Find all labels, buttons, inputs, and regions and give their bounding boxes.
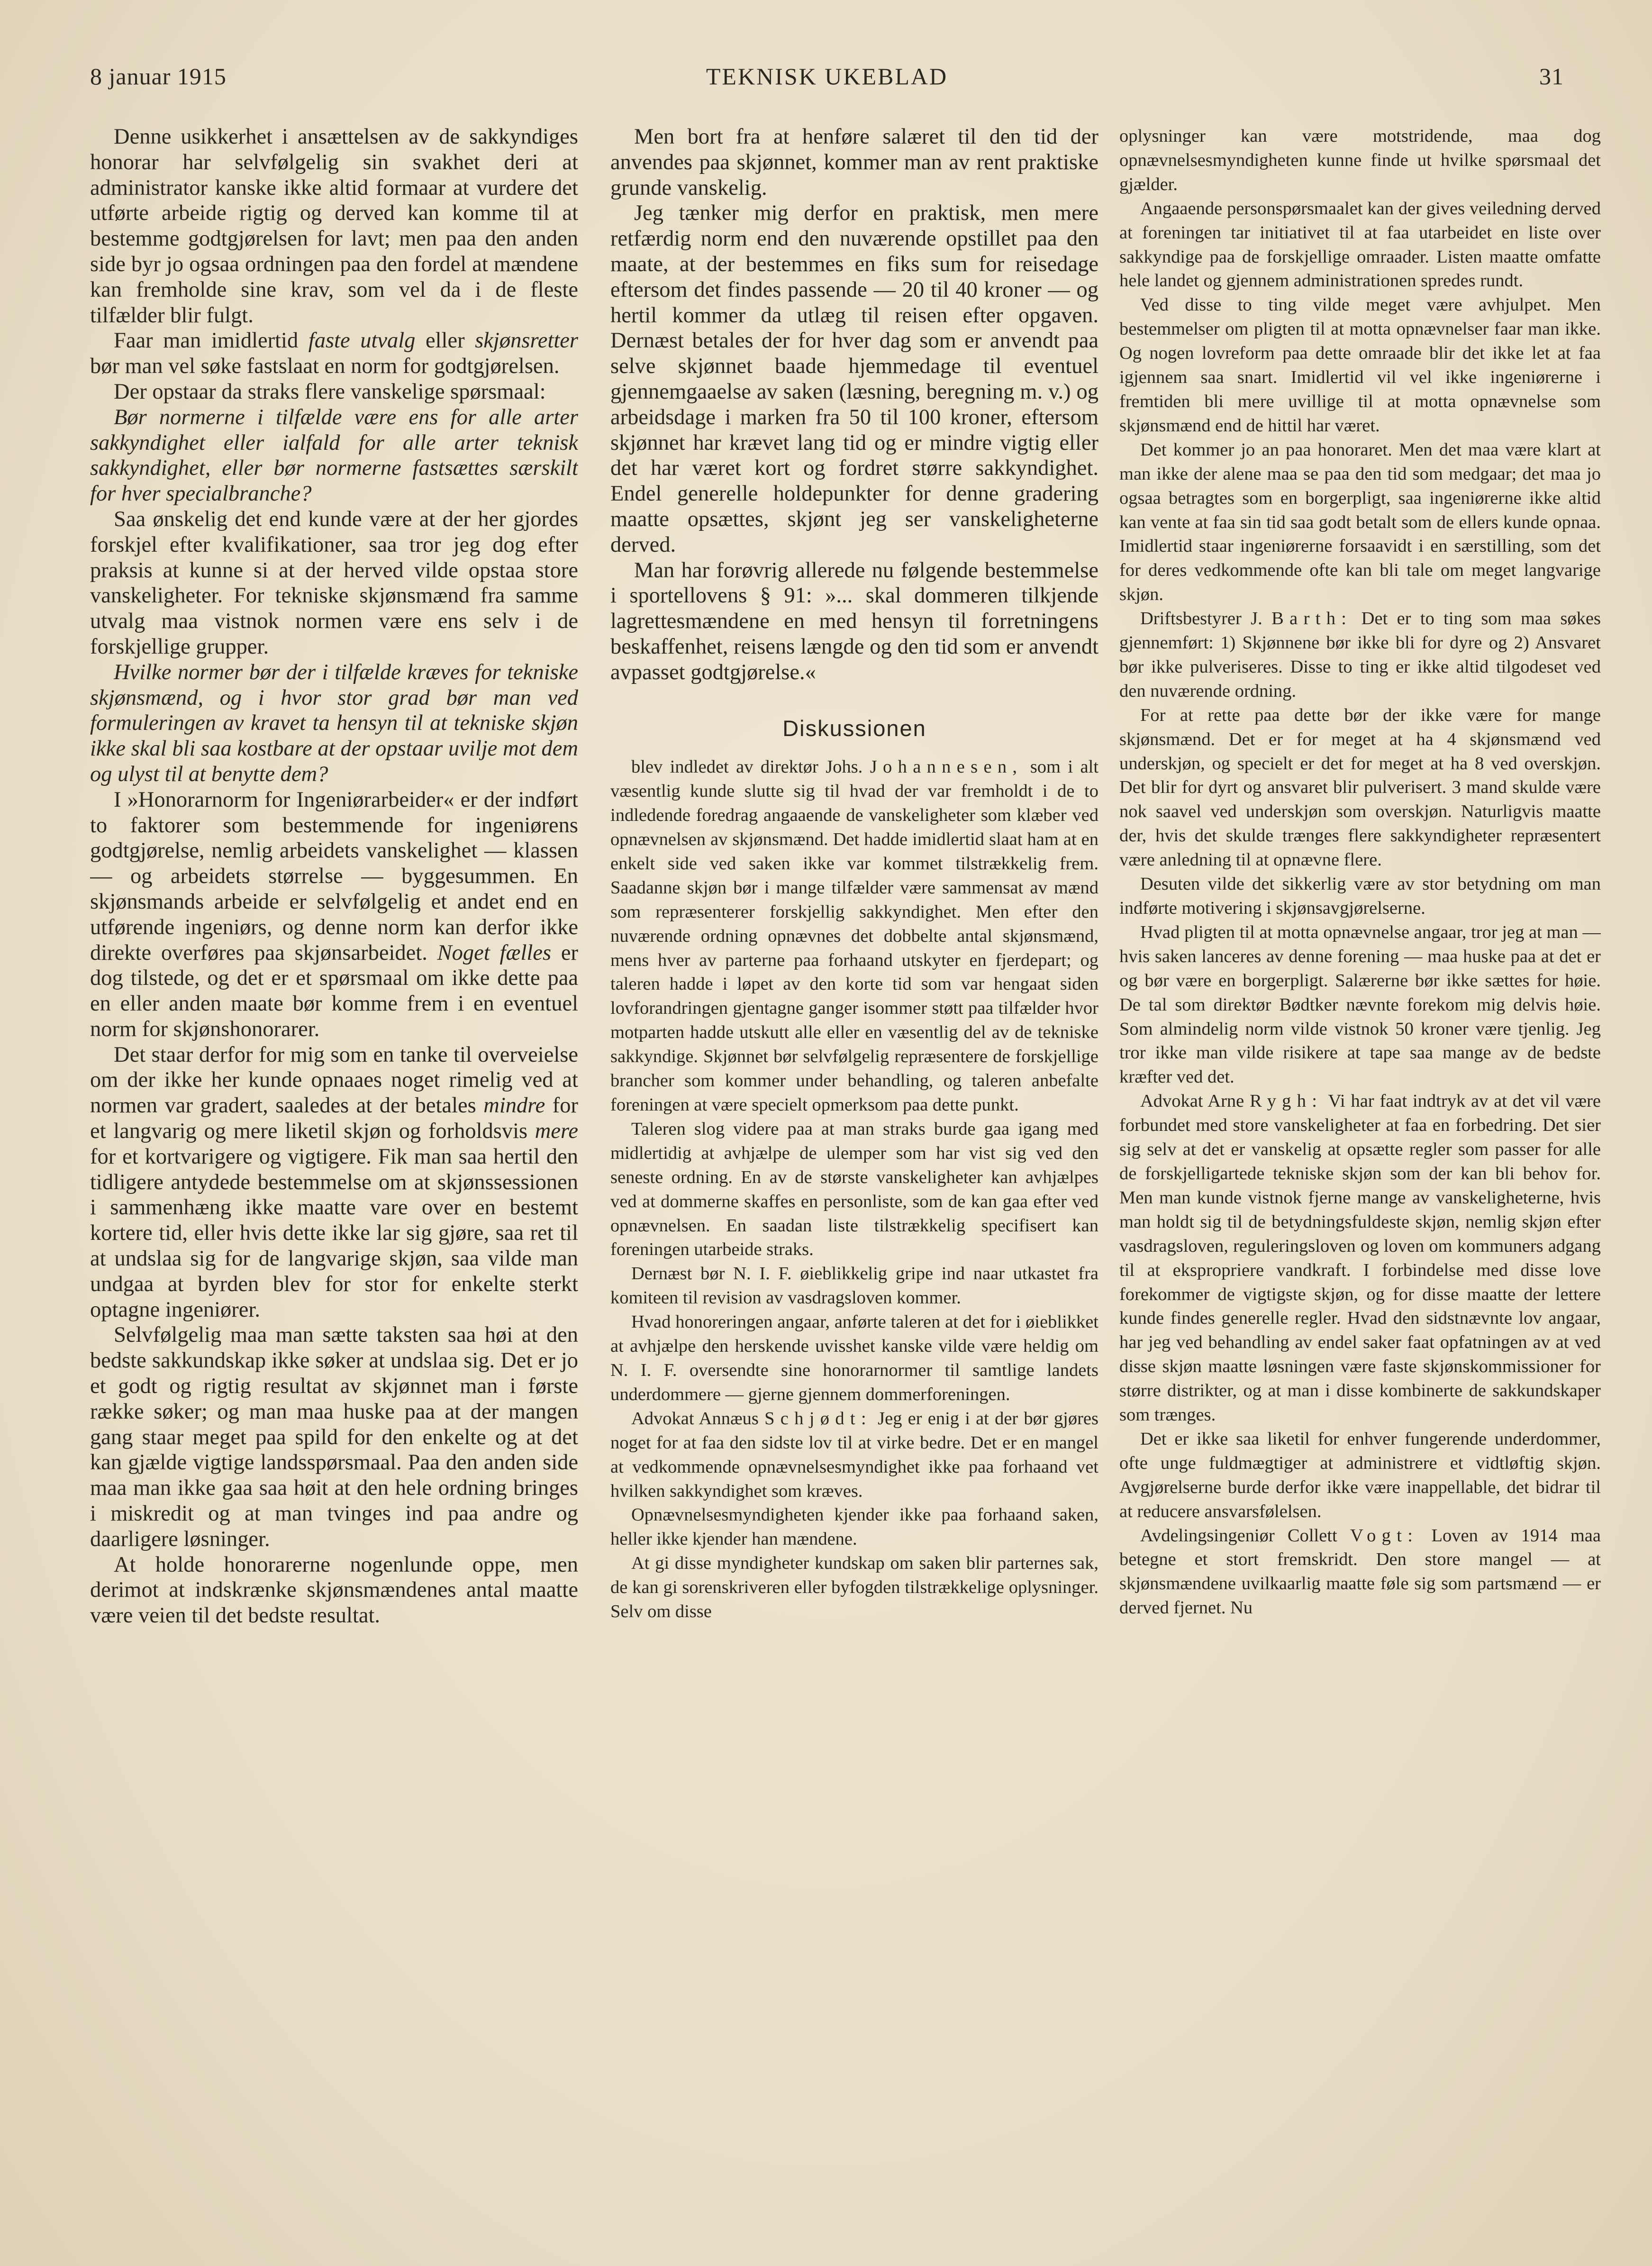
page-header: [90, 63, 1564, 96]
header-date: 8 januar 1915: [90, 63, 227, 90]
italic-question: Bør normerne i tilfælde være ens for alle arter sakkyndighet eller ialfald for alle arter teknisk sakkyndighet, eller bør normerne fastsættes særskilt for hver specialbranche?: [90, 405, 578, 506]
paragraph: Advokat Arne Rygh: Vi har faat indtryk av at det vil være forbundet med store vanskeligheter at faa en forbedring. Det sier sig selv at det er vanskelig at opsætte regler som passer for alle de forskjelligartede tekniske skjøn som der kan bli behov for. Men man kunde vistnok fjerne mange av vanskeligheterne, hvis man holdt sig til de betydningsfuldeste skjøn, nemlig skjøn efter vasdragsloven, reguleringsloven og loven om kommuners adgang til at ekspropriere vandkraft. I forbindelse med disse love forekommer de vigtigste skjøn, og for disse maatte der lettere kunde findes generelle regler. Hvad den sidstnævnte lov angaar, har jeg ved behandling av endel saker faat opfatningen av at ved disse skjøn maatte løsningen være faste skjønskommissioner for større distrikter, og at man i disse kombinerte de sakkundskaper som trænges.: [1119, 1091, 1601, 1425]
paragraph: At gi disse myndigheter kundskap om saken blir parternes sak, de kan gi sorenskriveren eller byfogden tilstrækkelige oplysninger. Selv om disse: [610, 1553, 1098, 1622]
paragraph: Dernæst bør N. I. F. øieblikkelig gripe ind naar utkastet fra komiteen til revision av vasdragsloven kommer.: [610, 1264, 1098, 1308]
paragraph: At holde honorarerne nogenlunde oppe, men derimot at indskrænke skjønsmændenes antal maatte være veien til det bedste resultat.: [90, 1552, 578, 1628]
paragraph: Men bort fra at henføre salæret til den tid der anvendes paa skjønnet, kommer man av rent praktiske grunde vanskelig.: [610, 125, 1098, 200]
paragraph: Hvad pligten til at motta opnævnelse angaar, tror jeg at man — hvis saken lanceres av denne forening — maa huske paa at det er og bør være en borgerpligt. Salærerne bør ikke sættes for høie. De tal som direktør Bødtker nævnte forekom mig delvis høie. Som almindelig norm vilde vistnok 50 kroner være tjenlig. Jeg tror ikke man vilde risikere at tape saa mange av de bedste kræfter ved det.: [1119, 922, 1601, 1087]
paragraph: Advokat Annæus Schjødt: Jeg er enig i at der bør gjøres noget for at faa den sidste lov til at virke bedre. Det er en mangel at vedkommende opnævnelsesmyndighet ikke paa forhaand vet hvilken sakkyndighet som kræves.: [610, 1408, 1098, 1501]
paragraph: Saa ønskelig det end kunde være at der her gjordes forskjel efter kvalifikationer, saa tror jeg dog efter praksis at kunne si at der herved vilde opstaa store vanskeligheter. For tekniske skjønsmænd fra samme utvalg maa vistnok normen være ens selv i de forskjellige grupper.: [90, 507, 578, 659]
italic-question: Hvilke normer bør der i tilfælde kræves for tekniske skjønsmænd, og i hvor stor grad bør man ved formuleringen av kravet ta hensyn til at tekniske skjøn ikke skal bli saa kostbare at der opstaar uvilje mot dem og ulyst til at benytte dem?: [90, 660, 578, 786]
text-column-1: [90, 124, 578, 2162]
paragraph: Der opstaar da straks flere vanskelige spørsmaal:: [114, 379, 546, 404]
paragraph: Det staar derfor for mig som en tanke til overveielse om der ikke her kunde opnaaes noget rimelig ved at normen var gradert, saaledes at der betales mindre for et langvarig og mere liketil skjøn og forholdsvis mere for et kortvarigere og vigtigere. Fik man saa hertil den tidligere antydede bestemmelse om at skjønssessionen i sammenhæng ikke maatte vare over en bestemt kortere tid, eller hvis dette ikke lar sig gjøre, saa ret til at undslaa sig for de langvarige skjøn, saa vilde man undgaa at byrden blev for stor for enkelte sterkt optagne ingeniører.: [90, 1042, 578, 1322]
paragraph: Desuten vilde det sikkerlig være av stor betydning om man indførte motivering i skjønsavgjørelserne.: [1119, 874, 1601, 918]
paragraph: Det er ikke saa liketil for enhver fungerende underdommer, ofte unge fuldmægtiger at administrere et vidtløftig skjøn. Avgjørelserne burde derfor ikke være inappellable, det bidrar til at reducere ansvarsfølelsen.: [1119, 1429, 1601, 1521]
paragraph: blev indledet av direktør Johs. Johannesen, som i alt væsentlig kunde slutte sig til hvad der var fremholdt i de to indledende foredrag angaaende de vanskeligheter som klæber ved opnævnelsen av skjønsmænd. Det hadde imidlertid slaat ham at en enkelt side ved saken ikke var kommet tilstrækkelig frem. Saadanne skjøn bør i mange tilfælder være sammensat av mænd som repræsenterer forskjellig sakkyndighet. Men efter den nuværende ordning opnævnes det dobbelte antal skjønsmænd, mens hver av parterne paa forhaand utskyter en fjerdepart; og taleren hadde i løpet av den korte tid som var hengaat siden lovforandringen gjentagne ganger isommer støtt paa tilfælder hvor motparten hadde utskutt alle eller en væsentlig del av de tekniske sakkyndige. Skjønnet bør selvfølgelig repræsentere de forskjellige brancher som kommer under behandling, og taleren anbefalte foreningen at være specielt opmerksom paa dette punkt.: [610, 757, 1098, 1115]
paragraph: Man har forøvrig allerede nu følgende bestemmelse i sportellovens § 91: »... skal dommeren tilkjende lagrettesmændene en med hensyn til forretningens beskaffenhet, reisens længde og den tid som er anvendt avpasset godtgjørelse.«: [610, 558, 1098, 684]
paragraph: Det kommer jo an paa honoraret. Men det maa være klart at man ikke der alene maa se paa den tid som medgaar; det maa jo ogsaa betragtes som en borgerpligt, saa ingeniørerne ikke altid kan vente at faa sin tid saa godt betalt som de ellers kunde opnaa. Imidlertid staar ingeniørerne forsaavidt i en særstilling, som det for deres vedkommende ofte kan bli tale om meget langvarige skjøn.: [1119, 439, 1601, 605]
paragraph: Faar man imidlertid faste utvalg eller skjønsretter bør man vel søke fastslaat en norm for godtgjørelsen.: [90, 328, 578, 379]
paragraph: Ved disse to ting vilde meget være avhjulpet. Men bestemmelser om pligten til at motta opnævnelser faar man ikke. Og nogen lovreform paa dette omraade blir det ikke let at faa igjennem saa snart. Imidlertid vil vel ikke ingeniørerne i fremtiden bli mere uvillige til at motta opnævnelse som skjønsmænd end de hittil har været.: [1119, 295, 1601, 436]
header-journal-title: TEKNISK UKEBLAD: [706, 63, 948, 90]
paragraph: Selvfølgelig maa man sætte taksten saa høi at den bedste sakkundskap ikke søker at undslaa sig. Det er jo et godt og rigtig resultat av skjønnet man i første række søker; og man maa huske paa at der mangen gang staar meget paa spild for den enkelte og at det kan gjælde vigtige landsspørsmaal. Paa den anden side maa man ikke gaa saa høit at den hele ordning bringes i miskredit og at man tvinges ind paa andre og daarligere løsninger.: [90, 1323, 578, 1551]
paragraph: Jeg tænker mig derfor en praktisk, men mere retfærdig norm end den nuværende opstillet paa den maate, at der bestemmes en fiks sum for reisedage eftersom det findes passende — 20 til 40 kroner — og hertil kommer da utlæg til reisen efter opgaven. Dernæst betales der for hver dag som er anvendt paa selve skjønnet baade hjemmedage til eventuel gjennemgaaelse av saken (læsning, beregning m. v.) og arbeidsdage i marken fra 50 til 100 kroner, eftersom skjønnet har krævet lang tid og er mindre vigtig eller det har været kort og fordret større sakkyndighet. Endel generelle holdepunkter for denne gradering maatte opsættes, skjønt jeg ser vanskeligheterne derved.: [610, 201, 1098, 557]
paragraph: Taleren slog videre paa at man straks burde gaa igang med midlertidig at avhjælpe de ulemper som har vist sig ved den seneste ordning. En av de største vanskeligheter kan avhjælpes ved at dommerne skaffes en personliste, som de kan gaa efter ved opnævnelsen. En saadan liste tilstrækkelig specifisert kan foreningen utarbeide straks.: [610, 1119, 1098, 1260]
paragraph: Opnævnelsesmyndigheten kjender ikke paa forhaand saken, heller ikke kjender han mændene.: [610, 1505, 1098, 1549]
paragraph: Denne usikkerhet i ansættelsen av de sakkyndiges honorar har selvfølgelig sin svakhet deri at administrator kanske ikke altid formaar at vurdere det utførte arbeide rigtig og derved kan komme til at bestemme godtgjørelsen for lavt; men paa den anden side byr jo ogsaa ordningen paa den fordel at mændene kan fremholde sine krav, som vel da i de fleste tilfælder blir fulgt.: [90, 125, 578, 328]
text-column-3: [1119, 124, 1601, 2162]
paragraph: Avdelingsingeniør Collett Vogt: Loven av 1914 maa betegne et stort fremskridt. Den store mangel — at skjønsmændene uvilkaarlig maatte føle sig som partsmænd — er derved fjernet. Nu: [1119, 1525, 1601, 1618]
paragraph: I »Honorarnorm for Ingeniørarbeider« er der indført to faktorer som bestemmende for ingeniørens godtgjørelse, nemlig arbeidets vanskelighet — klassen — og arbeidets størrelse — byggesummen. En skjønsmands arbeide er selvfølgelig et andet end en utførende ingeniørs, og denne norm kan derfor ikke direkte overføres paa skjønsarbeidet. Noget fælles er dog tilstede, og det er et spørsmaal om ikke dette paa en eller anden maate bør komme frem i en eventuel norm for skjønshonorarer.: [90, 787, 578, 1041]
paragraph: oplysninger kan være motstridende, maa dog opnævnelsesmyndigheten kunne finde ut hvilke spørsmaal det gjælder.: [1119, 126, 1601, 194]
paragraph: For at rette paa dette bør der ikke være for mange skjønsmænd. Det er for meget at ha 4 skjønsmænd ved underskjøn, og specielt er det for meget at ha 8 ved overskjøn. Det blir for dyrt og ansvaret blir pulverisert. 3 mand skulde være nok saavel ved underskjøn som overskjøn. Naturligvis maatte der, hvis det skulde trænges flere sakkyndigheter repræsentert være anledning til at opnævne flere.: [1119, 705, 1601, 870]
paragraph: Angaaende personspørsmaalet kan der gives veiledning derved at foreningen tar initiativet til at faa utarbeidet en liste over sakkyndige paa de forskjellige omraader. Listen maatte omfatte hele landet og gjennem administrationen spredes rundt.: [1119, 198, 1601, 291]
section-heading-diskussionen: Diskussionen: [782, 715, 926, 741]
text-column-2: [610, 124, 1098, 2162]
paragraph: Hvad honoreringen angaar, anførte taleren at det for i øieblikket at avhjælpe den herskende uvisshet kanske vilde være heldig om N. I. F. oversendte sine honorarnormer til samtlige landets underdommere — gjerne gjennem dommerforeningen.: [610, 1312, 1098, 1404]
discussion-block: [610, 755, 1098, 1624]
header-page-number: 31: [1539, 63, 1564, 90]
paragraph: Driftsbestyrer J. Barth: Det er to ting som maa søkes gjennemført: 1) Skjønnene bør ikke bli for dyre og 2) Ansvaret bør ikke pulveriseres. Disse to ting er ikke altid tilgodeset ved den nuværende ordning.: [1119, 609, 1601, 701]
